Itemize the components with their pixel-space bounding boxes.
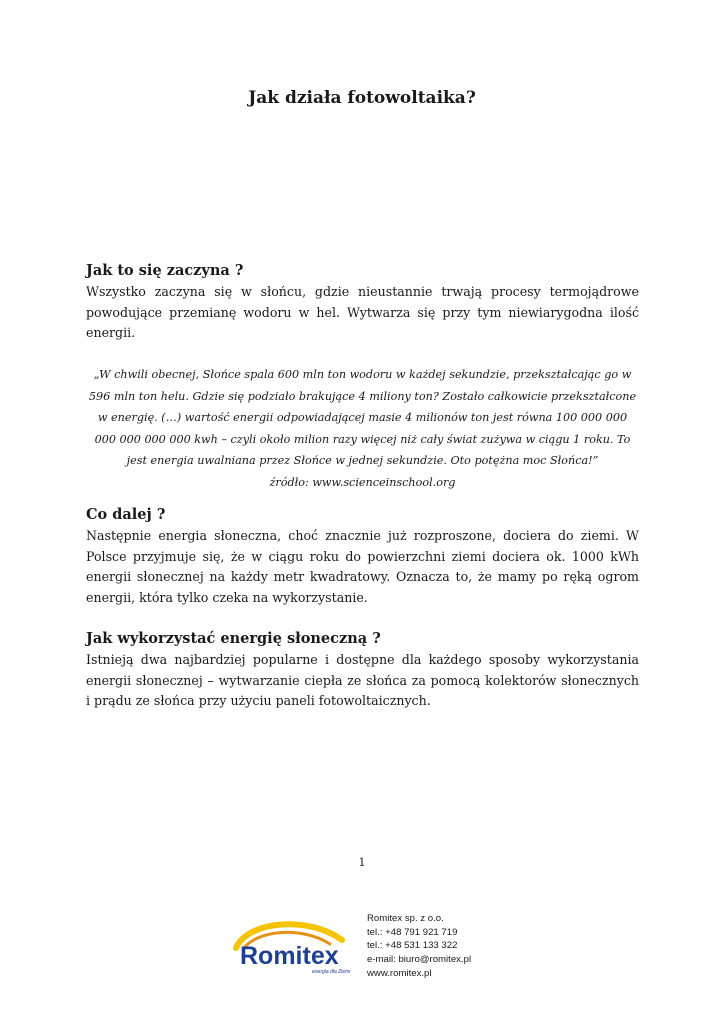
logo-tagline: energia dla Ziemi	[312, 969, 351, 975]
phone-1: tel.: +48 791 921 719	[367, 926, 458, 938]
phone-2: tel.: +48 531 133 322	[367, 940, 458, 952]
logo-wordmark: Romitex	[240, 942, 339, 970]
page-number: 1	[358, 856, 366, 869]
romitex-logo	[230, 918, 354, 976]
email-address: e-mail: biuro@romitex.pl	[367, 954, 472, 966]
section-heading-next: Co dalej ?	[86, 506, 166, 523]
quote-source: źródło: www.scienceinschool.org	[269, 475, 456, 489]
section-heading-usage: Jak wykorzystać energię słoneczną ?	[86, 630, 381, 647]
website-address: www.romitex.pl	[367, 967, 432, 979]
section-body-next: Następnie energia słoneczna, choć znacznie już rozproszone, dociera do ziemi. W Polsce przyjmuje się, że w ciągu roku do powierzchni ziemi dociera ok. 1000 kWh energii słonecznej na każdy metr kwadratowy. Oznacza to, że mamy po ręką ogrom energii, która tylko czeka na wykorzystanie.	[86, 528, 639, 605]
section-start	[86, 262, 639, 344]
section-usage	[86, 630, 639, 712]
quote-text: „W chwili obecnej, Słońce spala 600 mln ton wodoru w każdej sekundzie, przekształcając go w 596 mln ton helu. Gdzie się podziało brakujące 4 miliony ton? Zostało całkowicie przekształcone w energię. (…) wartość energii odpowiadającej masie 4 milionów ton jest równa 100 000 000 000 000 000 000 kwh – czyli około milion razy więcej niż cały świat zużywa w ciągu 1 roku. To jest energia uwalniana przez Słońce w jednej sekundzie. Oto potężna moc Słońca!”	[88, 368, 637, 468]
footer-contact	[367, 912, 471, 981]
section-body-usage: Istnieją dwa najbardziej popularne i dostępne dla każdego sposoby wykorzystania energii słonecznej – wytwarzanie ciepła ze słońca za pomocą kolektorów słonecznych i prądu ze słońca przy użyciu paneli fotowoltaicznych.	[86, 652, 639, 708]
section-body-start: Wszystko zaczyna się w słońcu, gdzie nieustannie trwają procesy termojądrowe powodujące przemianę wodoru w hel. Wytwarza się przy tym niewiarygodna ilość energii.	[86, 284, 639, 340]
page-title: Jak działa fotowoltaika?	[248, 88, 476, 108]
quote-block	[86, 364, 639, 494]
section-heading-start: Jak to się zaczyna ?	[86, 262, 244, 279]
section-next	[86, 506, 639, 608]
company-name: Romitex sp. z o.o.	[367, 913, 444, 924]
